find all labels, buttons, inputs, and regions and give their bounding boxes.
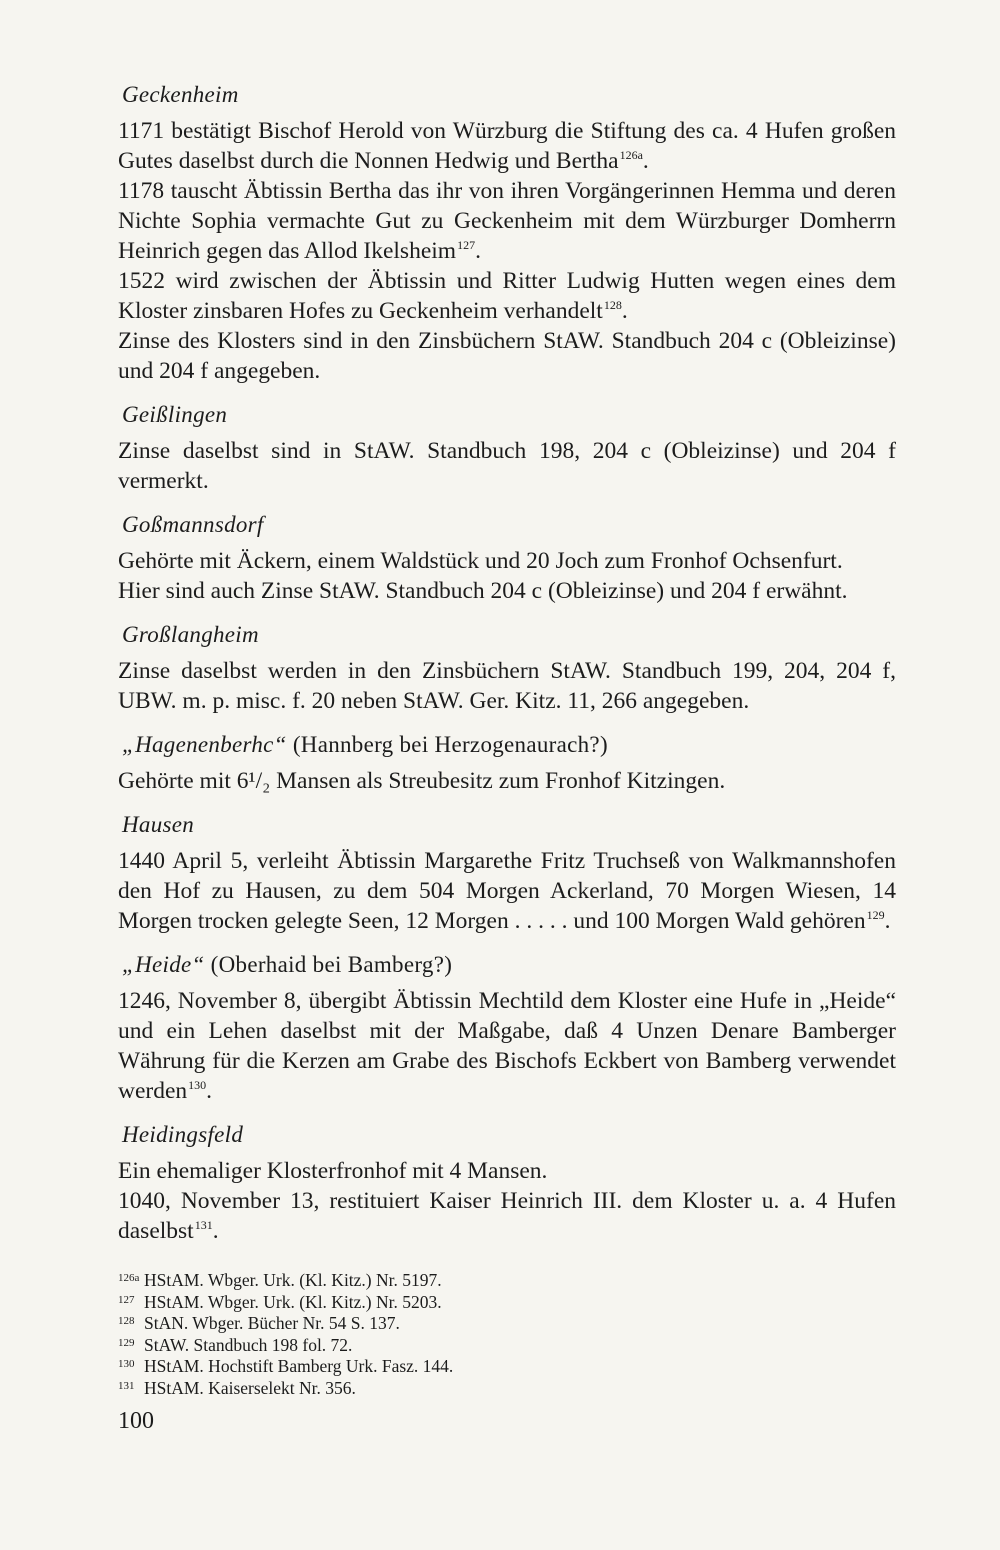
footnote-number: 127 bbox=[118, 1293, 135, 1306]
heading-note: (Oberhaid bei Bamberg?) bbox=[210, 952, 453, 977]
entry-paragraph: 1440 April 5, verleiht Äbtissin Margarethe Fritz Truchseß von Walkmannshofen den Hof zu Hausen, zu dem 504 Morgen Ackerland, 70 Morgen Wiesen, 14 Morgen trocken gelegte Seen, 12 Morgen . . . . . und 100 Morgen Wald gehören$^{129}$. bbox=[118, 848, 896, 934]
entry-paragraph: 1522 wird zwischen der Äbtissin und Ritter Ludwig Hutten wegen eines dem Kloster zinsbaren Hofes zu Geckenheim verhandelt$^{128}$. bbox=[118, 268, 896, 324]
footnote bbox=[118, 1291, 618, 1313]
footnote-ref: 128 bbox=[603, 298, 622, 312]
heading-note: (Hannberg bei Herzogenaurach?) bbox=[292, 732, 608, 757]
entry-heading: Hausen bbox=[122, 812, 195, 837]
footnote-ref: 129 bbox=[866, 908, 885, 922]
entry-hagenenberhc bbox=[118, 730, 896, 796]
footnote bbox=[118, 1269, 618, 1291]
footnote-ref: 131 bbox=[194, 1218, 213, 1232]
footnote-number: 130 bbox=[118, 1358, 135, 1371]
footnote-text: HStAM. Wbger. Urk. (Kl. Kitz.) Nr. 5197. bbox=[144, 1270, 442, 1290]
entry-grosslangheim bbox=[118, 620, 896, 716]
footnote bbox=[118, 1334, 618, 1356]
entry-geisslingen bbox=[118, 400, 896, 496]
footnote-ref: 130 bbox=[188, 1078, 207, 1092]
entry-heading: Goßmannsdorf bbox=[122, 512, 264, 537]
entry-heading: Geckenheim bbox=[122, 82, 239, 107]
footnote-number: 131 bbox=[118, 1379, 135, 1392]
entry-heide bbox=[118, 950, 896, 1106]
entry-paragraph: 1171 bestätigt Bischof Herold von Würzburg die Stiftung des ca. 4 Hufen großen Gutes daselbst durch die Nonnen Hedwig und Bertha$^{126a}$. bbox=[118, 118, 896, 174]
entry-heidingsfeld bbox=[118, 1120, 896, 1246]
footnote-text: HStAM. Hochstift Bamberg Urk. Fasz. 144. bbox=[144, 1356, 454, 1377]
entry-paragraph: Gehörte mit 6¹/₂ Mansen als Streubesitz zum Fronhof Kitzingen. bbox=[118, 768, 726, 794]
footnote-text: StAN. Wbger. Bücher Nr. 54 S. 137. bbox=[144, 1313, 400, 1334]
entry-gossmannsdorf bbox=[118, 510, 896, 606]
entry-paragraph: 1040, November 13, restituiert Kaiser Heinrich III. dem Kloster u. a. 4 Hufen daselbst$^{131}$. bbox=[118, 1188, 896, 1244]
entry-paragraph: Ein ehemaliger Klosterfronhof mit 4 Mansen. bbox=[118, 1158, 548, 1184]
footnote-number: 128 bbox=[118, 1315, 135, 1328]
page-number: 100 bbox=[118, 1408, 154, 1434]
entry-paragraph: Hier sind auch Zinse StAW. Standbuch 204 c (Obleizinse) und 204 f erwähnt. bbox=[118, 578, 848, 604]
entry-heading: „Heide“ (Oberhaid bei Bamberg?) bbox=[122, 952, 453, 977]
main-text bbox=[118, 80, 896, 1246]
entry-paragraph: 1178 tauscht Äbtissin Bertha das ihr von ihren Vorgängerinnen Hemma und deren Nichte Sophia vermachte Gut zu Geckenheim mit dem Würzburger Domherrn Heinrich gegen das Allod Ikelsheim$^{127}$. bbox=[118, 178, 896, 264]
footnote bbox=[118, 1312, 618, 1334]
entry-geckenheim bbox=[118, 80, 896, 386]
entry-paragraph: 1246, November 8, übergibt Äbtissin Mechtild dem Kloster eine Hufe in „Heide“ und ein Lehen daselbst mit der Maßgabe, daß 4 Unzen Denare Bamberger Währung für die Kerzen am Grabe des Bischofs Eckbert von Bamberg verwendet werden$^{130}$. bbox=[118, 988, 896, 1104]
entry-paragraph: Zinse des Klosters sind in den Zinsbüchern StAW. Standbuch 204 c (Obleizinse) und 204 f angegeben. bbox=[118, 328, 896, 384]
entry-hausen bbox=[118, 810, 896, 936]
entry-heading: Geißlingen bbox=[122, 402, 228, 427]
entry-heading: „Hagenenberhc“ (Hannberg bei Herzogenaurach?) bbox=[122, 732, 608, 757]
footnote-number: 129 bbox=[118, 1336, 135, 1349]
entry-paragraph: Gehörte mit Äckern, einem Waldstück und 20 Joch zum Fronhof Ochsenfurt. bbox=[118, 548, 843, 574]
footnote-text: HStAM. Wbger. Urk. (Kl. Kitz.) Nr. 5203. bbox=[144, 1291, 442, 1312]
entry-paragraph: Zinse daselbst werden in den Zinsbüchern StAW. Standbuch 199, 204, 204 f, UBW. m. p. misc. f. 20 neben StAW. Ger. Kitz. 11, 266 angegeben. bbox=[118, 658, 896, 714]
footnote-text: HStAM. Kaiserselekt Nr. 356. bbox=[144, 1377, 356, 1398]
footnote-text: StAW. Standbuch 198 fol. 72. bbox=[144, 1334, 353, 1355]
footnote-number: 126a bbox=[118, 1272, 140, 1284]
footnote-ref: 127 bbox=[457, 238, 476, 252]
footnotes bbox=[118, 1269, 618, 1399]
footnote bbox=[118, 1377, 618, 1399]
entry-paragraph: Zinse daselbst sind in StAW. Standbuch 198, 204 c (Obleizinse) und 204 f vermerkt. bbox=[118, 438, 896, 494]
entry-heading: Heidingsfeld bbox=[122, 1122, 244, 1147]
entry-heading: Großlangheim bbox=[122, 622, 259, 647]
footnote bbox=[118, 1355, 618, 1377]
footnote-ref: 126a bbox=[619, 148, 643, 162]
